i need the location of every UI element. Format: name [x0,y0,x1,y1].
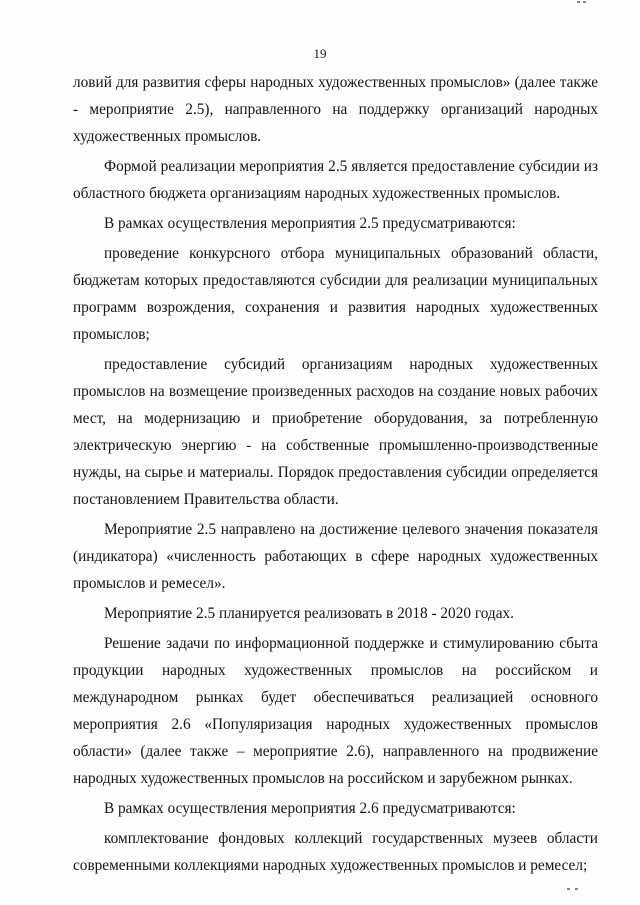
paragraph: Решение задачи по информационной поддержке и стимулированию сбыта продукции народных художественных промыслов на российском и международном рынках будет обеспечиваться реализацией основного мероприятия 2.6 «Популяризация народных художественных промыслов области» (далее также – мероприятие 2.6), направленного на продвижение народных художественных промыслов на российском и зарубежном рынках. [73,635,598,787]
paragraph: комплектование фондовых коллекций государственных музеев области современными коллекциями народных художественных промыслов и ремесел; [73,830,598,874]
paragraph: предоставление субсидий организациям народных художественных промыслов на возмещение произведенных расходов на создание новых рабочих мест, на модернизацию и приобретение оборудования, за потребленную электрическую энергию - на собственные промышленно-производственные нужды, на сырье и материалы. Порядок предоставления субсидии определяется постановлением Правительства области. [73,356,598,508]
scan-mark [583,1,586,3]
scan-mark [567,888,570,890]
scan-mark [577,1,580,3]
paragraph: Мероприятие 2.5 планируется реализовать в 2018 - 2020 годах. [104,605,514,622]
paragraph: Мероприятие 2.5 направлено на достижение целевого значения показателя (индикатора) «численность работающих в сфере народных художественных промыслов и ремесел». [73,521,598,592]
body-text [73,69,598,879]
paragraph: Формой реализации мероприятия 2.5 является предоставление субсидии из областного бюджета организациям народных художественных промыслов. [73,158,598,202]
page-number: 19 [313,46,327,61]
paragraph: ловий для развития сферы народных художественных промыслов» (далее также - мероприятие 2.5), направленного на поддержку организаций народных художественных промыслов. [73,74,598,145]
paragraph: проведение конкурсного отбора муниципальных образований области, бюджетам которых предоставляются субсидии для реализации муниципальных программ возрождения, сохранения и развития народных художественных промыслов; [73,245,598,343]
scan-mark [575,888,578,890]
paragraph: В рамках осуществления мероприятия 2.6 предусматриваются: [104,800,516,817]
paragraph: В рамках осуществления мероприятия 2.5 предусматриваются: [104,215,516,232]
